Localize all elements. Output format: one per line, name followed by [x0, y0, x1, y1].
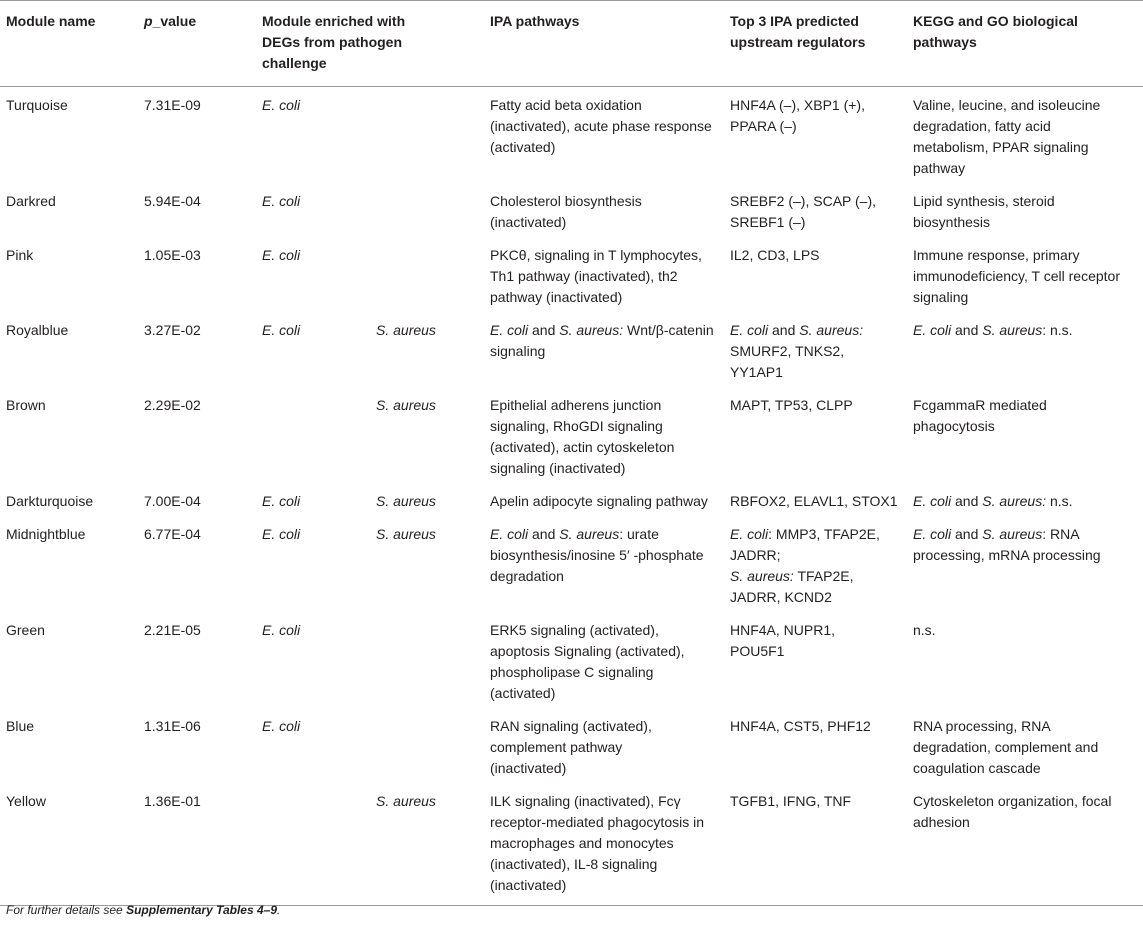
kegg-saureus-label: S. aureus: [982, 526, 1043, 542]
kegg-saureus-label: S. aureus: [982, 322, 1043, 338]
table-row: [0, 485, 1143, 518]
saureus-cell: S. aureus: [376, 493, 436, 509]
saureus-cell: [376, 87, 490, 186]
ipa-pathways-text: Cholesterol biosynthesis (inactivated): [490, 193, 642, 230]
regulators-cell: [730, 239, 913, 314]
module-name-cell: Darkred: [6, 193, 56, 209]
ipa-pathways-text: ERK5 signaling (activated), apoptosis Signaling (activated), phospholipase C signaling (activated): [490, 622, 685, 701]
header-kegg-go-text: KEGG and GO biological pathways: [913, 13, 1078, 50]
ecoli-cell: E. coli: [262, 322, 301, 338]
regulators-text: [730, 524, 900, 608]
ecoli-cell: [262, 785, 376, 906]
header-p-suffix: _value: [152, 13, 197, 29]
kegg-cell: [913, 614, 1143, 710]
ecoli-cell: [262, 389, 376, 485]
saureus-cell: S. aureus: [376, 526, 436, 542]
p-value-cell: 1.36E-01: [144, 793, 201, 809]
reg-ecoli-label: E. coli: [730, 322, 769, 338]
kegg-text: Valine, leucine, and isoleucine degradation, fatty acid metabolism, PPAR signaling pathway: [913, 97, 1101, 176]
ipa-text-a: and: [528, 322, 560, 338]
kegg-text: [913, 320, 1128, 341]
module-name-cell: Royalblue: [6, 322, 69, 338]
ecoli-cell: E. coli: [262, 97, 301, 113]
kegg-text: Immune response, primary immunodeficiency, T cell receptor signaling: [913, 247, 1120, 305]
table-row: [0, 614, 1143, 710]
header-p-value: [144, 1, 262, 87]
p-value-cell: 1.31E-06: [144, 718, 201, 734]
ipa-pathways-cell: [490, 389, 730, 485]
saureus-cell: [376, 710, 490, 785]
ipa-pathways-text: [490, 320, 715, 362]
table-row: [0, 710, 1143, 785]
regulators-text: TGFB1, IFNG, TNF: [730, 793, 852, 809]
module-name-cell: Midnightblue: [6, 526, 86, 542]
regulators-cell: [730, 185, 913, 239]
ipa-pathways-text: PKCθ, signaling in T lymphocytes, Th1 pathway (inactivated), th2 pathway (inactivated): [490, 247, 702, 305]
kegg-cell: [913, 239, 1143, 314]
regulators-text: HNF4A (–), XBP1 (+), PPARA (–): [730, 97, 865, 134]
regulators-cell: [730, 87, 913, 186]
header-p-letter: p: [144, 13, 153, 29]
kegg-text: RNA processing, RNA degradation, complement and coagulation cascade: [913, 718, 1099, 776]
regulators-text: HNF4A, CST5, PHF12: [730, 718, 871, 734]
header-upstream-regulators-text: Top 3 IPA predicted upstream regulators: [730, 13, 866, 50]
p-value-cell: 7.31E-09: [144, 97, 201, 113]
ipa-pathways-cell: [490, 87, 730, 186]
saureus-cell: [376, 239, 490, 314]
reg-ecoli-label: E. coli: [730, 526, 769, 542]
table-row: [0, 518, 1143, 614]
table-row: [0, 785, 1143, 906]
ipa-pathways-cell: [490, 785, 730, 906]
regulators-text: HNF4A, NUPR1, POU5F1: [730, 622, 836, 659]
module-name-cell: Yellow: [6, 793, 46, 809]
footnote-link-text: Supplementary Tables 4–9: [126, 903, 278, 917]
ipa-ecoli-label: E. coli: [490, 526, 529, 542]
kegg-text-a: and: [951, 493, 983, 509]
ipa-pathways-text: Fatty acid beta oxidation (inactivated), acute phase response (activated): [490, 97, 712, 155]
module-name-cell: Pink: [6, 247, 34, 263]
kegg-cell: [913, 87, 1143, 186]
p-value-cell: 3.27E-02: [144, 322, 201, 338]
kegg-text: FcgammaR mediated phagocytosis: [913, 397, 1047, 434]
ipa-pathways-cell: [490, 710, 730, 785]
header-row: [0, 1, 1143, 87]
ipa-text-b: : urate biosynthesis/inosine 5′ -phosphate degradation: [490, 526, 704, 584]
regulators-text: RBFOX2, ELAVL1, STOX1: [730, 493, 898, 509]
saureus-cell: S. aureus: [376, 397, 436, 413]
module-name-cell: Darkturquoise: [6, 493, 94, 509]
ipa-saureus-label: S. aureus:: [559, 322, 624, 338]
ipa-pathways-cell: [490, 485, 730, 518]
kegg-text-b: n.s.: [1046, 493, 1073, 509]
ipa-pathways-cell: [490, 518, 730, 614]
regulators-text: SREBF2 (–), SCAP (–), SREBF1 (–): [730, 193, 877, 230]
p-value-cell: 1.05E-03: [144, 247, 201, 263]
regulators-text: [730, 320, 900, 383]
ipa-pathways-cell: [490, 314, 730, 389]
regulators-cell: [730, 314, 913, 389]
regulators-cell: [730, 710, 913, 785]
ipa-text-a: and: [528, 526, 560, 542]
kegg-cell: [913, 785, 1143, 906]
ipa-pathways-text: Apelin adipocyte signaling pathway: [490, 493, 708, 509]
regulators-text: IL2, CD3, LPS: [730, 247, 820, 263]
footnote: [6, 903, 280, 917]
regulators-cell: [730, 518, 913, 614]
ecoli-cell: E. coli: [262, 622, 301, 638]
kegg-text: [913, 524, 1128, 566]
table-row: [0, 185, 1143, 239]
module-name-cell: Turquoise: [6, 97, 68, 113]
module-name-cell: Green: [6, 622, 45, 638]
ipa-pathways-text: [490, 524, 715, 587]
reg-text-a: and: [768, 322, 800, 338]
p-value-cell: 6.77E-04: [144, 526, 201, 542]
kegg-cell: [913, 485, 1143, 518]
kegg-text-b: : RNA processing, mRNA processing: [913, 526, 1101, 563]
module-name-cell: Blue: [6, 718, 35, 734]
saureus-cell: S. aureus: [376, 322, 436, 338]
footnote-prefix: For further details see: [6, 903, 127, 917]
saureus-cell: [376, 614, 490, 710]
kegg-text-b: : n.s.: [1042, 322, 1073, 338]
p-value-cell: 5.94E-04: [144, 193, 201, 209]
reg-text-b: TFAP2E, JADRR, KCND2: [730, 568, 854, 605]
ipa-pathways-cell: [490, 185, 730, 239]
table-row: [0, 389, 1143, 485]
kegg-text-a: and: [951, 322, 983, 338]
header-upstream-regulators: [730, 1, 913, 87]
p-value-cell: 2.21E-05: [144, 622, 201, 638]
reg-saureus-label: S. aureus:: [730, 568, 794, 584]
ipa-ecoli-label: E. coli: [490, 322, 529, 338]
footnote-suffix: .: [277, 903, 281, 917]
p-value-cell: 2.29E-02: [144, 397, 201, 413]
kegg-text: n.s.: [913, 622, 936, 638]
kegg-text: [913, 491, 1128, 512]
table-row: [0, 239, 1143, 314]
kegg-ecoli-label: E. coli: [913, 526, 952, 542]
kegg-cell: [913, 389, 1143, 485]
kegg-cell: [913, 185, 1143, 239]
table-row: [0, 87, 1143, 186]
header-ipa-pathways: IPA pathways: [490, 13, 580, 29]
kegg-ecoli-label: E. coli: [913, 322, 952, 338]
ipa-pathways-text: RAN signaling (activated), complement pathway (inactivated): [490, 718, 652, 776]
ecoli-cell: E. coli: [262, 526, 301, 542]
kegg-cell: [913, 314, 1143, 389]
kegg-cell: [913, 710, 1143, 785]
reg-text-a: : MMP3, TFAP2E, JADRR;: [730, 526, 880, 563]
kegg-cell: [913, 518, 1143, 614]
ecoli-cell: E. coli: [262, 193, 301, 209]
reg-saureus-label: S. aureus:: [799, 322, 864, 338]
regulators-text: MAPT, TP53, CLPP: [730, 397, 853, 413]
reg-text-b: SMURF2, TNKS2, YY1AP1: [730, 343, 845, 380]
ecoli-cell: E. coli: [262, 718, 301, 734]
header-module-enriched-text: Module enriched with DEGs from pathogen challenge: [262, 13, 406, 71]
kegg-text: Lipid synthesis, steroid biosynthesis: [913, 193, 1055, 230]
regulators-cell: [730, 389, 913, 485]
ipa-text-b: Wnt/β-catenin signaling: [490, 322, 714, 359]
regulators-cell: [730, 485, 913, 518]
regulators-cell: [730, 614, 913, 710]
p-value-cell: 7.00E-04: [144, 493, 201, 509]
header-module-enriched: [262, 1, 490, 87]
ecoli-cell: E. coli: [262, 493, 301, 509]
kegg-text: Cytoskeleton organization, focal adhesion: [913, 793, 1112, 830]
ipa-pathways-cell: [490, 239, 730, 314]
table-row: [0, 314, 1143, 389]
ipa-pathways-text: Epithelial adherens junction signaling, RhoGDI signaling (activated), actin cytoskeleton signaling (inactivated): [490, 397, 675, 476]
header-module-name: Module name: [6, 13, 96, 29]
ecoli-cell: E. coli: [262, 247, 301, 263]
regulators-cell: [730, 785, 913, 906]
ipa-saureus-label: S. aureus: [559, 526, 620, 542]
module-name-cell: Brown: [6, 397, 46, 413]
ipa-pathways-text: ILK signaling (inactivated), Fcγ receptor-mediated phagocytosis in macrophages and monocytes (inactivated), IL-8 signaling (inactivated): [490, 793, 705, 893]
header-kegg-go: [913, 1, 1143, 87]
kegg-saureus-label: S. aureus:: [982, 493, 1047, 509]
ipa-pathways-cell: [490, 614, 730, 710]
saureus-cell: [376, 185, 490, 239]
kegg-ecoli-label: E. coli: [913, 493, 952, 509]
saureus-cell: S. aureus: [376, 793, 436, 809]
kegg-text-a: and: [951, 526, 983, 542]
